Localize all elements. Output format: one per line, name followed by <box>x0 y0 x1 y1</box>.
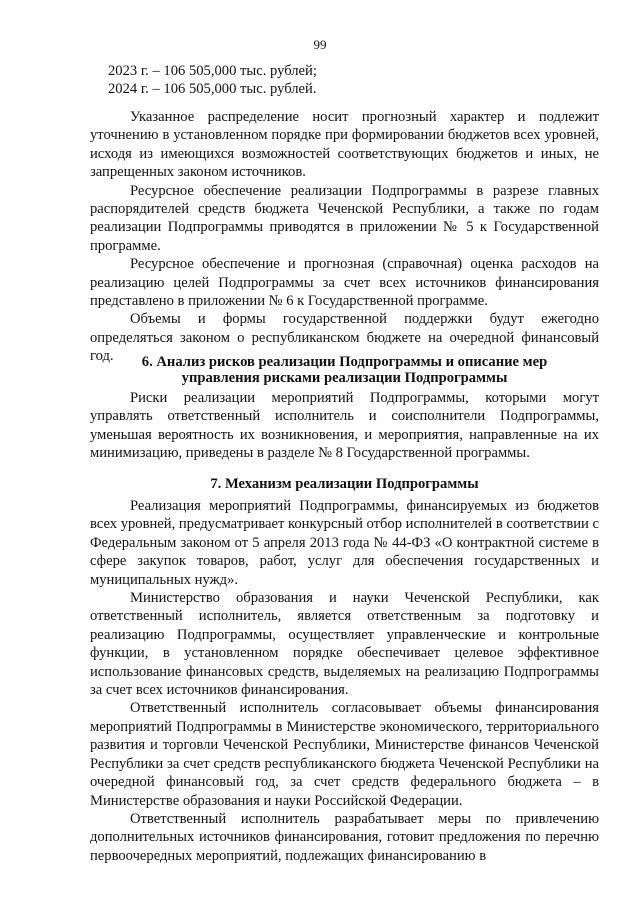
paragraph-additional-sources: Ответственный исполнитель разрабатывает меры по привлечению дополнительных источников финансирования, готовит предложения по перечню первоочередных мероприятий, подлежащих финансированию в <box>90 810 599 864</box>
section-7-heading <box>90 475 599 493</box>
section-6-heading <box>90 354 599 386</box>
intro-paragraphs <box>90 108 599 366</box>
paragraph-risks: Риски реализации мероприятий Подпрограммы, которыми могут управлять ответственный исполнитель и соисполнители Подпрограммы, уменьшая вероятность их возникновения, и мероприятия, направленные на их минимизацию, приведены в разделе № 8 Государственной программы. <box>90 390 599 462</box>
paragraph-state-support: Объемы и формы государственной поддержки будут ежегодно определяться законом о республиканском бюджете на очередной финансовый год. <box>90 311 599 365</box>
paragraph-ministry-responsibility: Министерство образования и науки Чеченской Республики, как ответственный исполнитель, является ответственным за подготовку и реализацию Подпрограммы, осуществляет управленческие и контрольные функции, в установленном порядке обеспечивает целевое эффективное использование финансовых средств, выделяемых на реализацию Подпрограммы за счет всех источников финансирования. <box>90 590 599 699</box>
section-6-title-line-2: управления рисками реализации Подпрограммы <box>181 370 508 386</box>
section-6-body <box>90 389 599 463</box>
budget-line-2023: 2023 г. – 106 505,000 тыс. рублей; <box>108 63 317 79</box>
paragraph-competitive-selection: Реализация мероприятий Подпрограммы, финансируемых из бюджетов всех уровней, предусматривает конкурсный отбор исполнителей в соответствии с Федеральным законом от 5 апреля 2013 года № 44-ФЗ «О контрактной системе в сфере закупок товаров, работ, услуг для обеспечения государственных и муниципальных нужд». <box>90 498 599 588</box>
section-6-title-line-1: 6. Анализ рисков реализации Подпрограммы и описание мер <box>141 354 548 370</box>
section-7-title: 7. Механизм реализации Подпрограммы <box>210 476 479 492</box>
budget-lines <box>108 62 588 99</box>
budget-line-2024: 2024 г. – 106 505,000 тыс. рублей. <box>108 81 317 98</box>
page-number: 99 <box>313 37 327 52</box>
paragraph-funding-coordination: Ответственный исполнитель согласовывает объемы финансирования мероприятий Подпрограммы в Министерстве экономического, территориального развития и торговли Чеченской Республики, Министерстве финансов Чеченской Республики за счет средств республиканского бюджета Чеченской Республики на очередной финансовый год, за счет средств федерального бюджета – в Министерстве образования и науки Российской Федерации. <box>90 700 599 809</box>
section-7-body <box>90 497 599 865</box>
paragraph-resource-appendix-5: Ресурсное обеспечение реализации Подпрограммы в разрезе главных распорядителей средств бюджета Чеченской Республики, а также по годам реализации Подпрограммы приводятся в приложении № 5 к Государственной программе. <box>90 182 599 254</box>
paragraph-forecast-note: Указанное распределение носит прогнозный характер и подлежит уточнению в установленном порядке при формировании бюджетов всех уровней, исходя из имеющихся возможностей соответствующих бюджетов и иных, не запрещенных законом источников. <box>90 109 599 181</box>
paragraph-resource-appendix-6: Ресурсное обеспечение и прогнозная (справочная) оценка расходов на реализацию целей Подпрограммы за счет всех источников финансирования представлено в приложении № 6 к Государственной программе. <box>90 256 599 310</box>
